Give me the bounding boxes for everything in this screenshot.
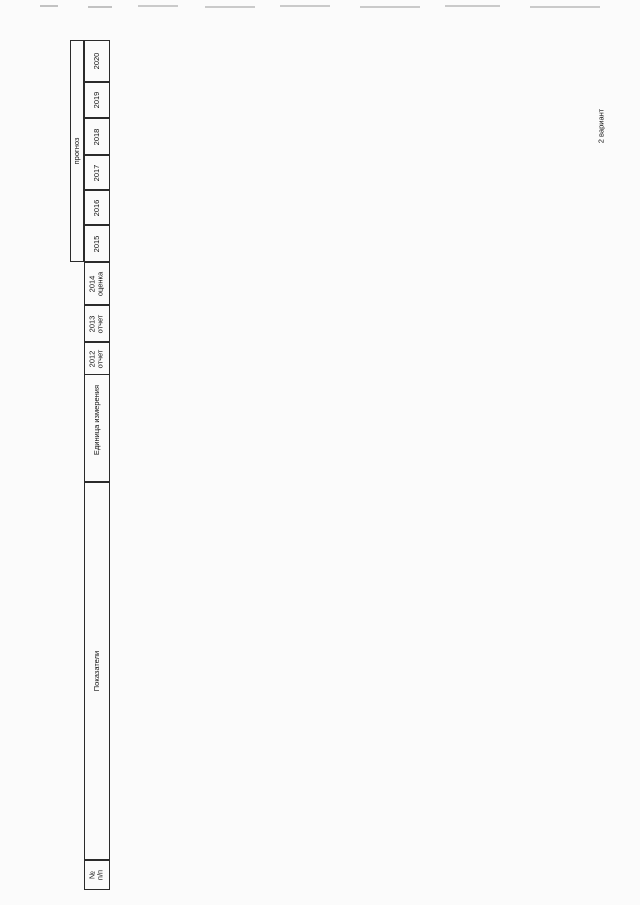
- header-forecast-group-text: прогноз: [71, 137, 81, 165]
- header-year-2019-text: 2019: [91, 91, 101, 109]
- header-indicator-cell: [84, 482, 110, 860]
- header-year-2015-text: 2015: [91, 235, 101, 252]
- header-year-2020-text: 2020: [91, 52, 101, 70]
- header-year-2012-text: 2012 отчет: [87, 349, 105, 368]
- header-year-2020: [84, 40, 110, 82]
- header-num-cell: [84, 860, 110, 890]
- header-year-2018-text: 2018: [91, 128, 101, 145]
- header-year-2015: [84, 225, 110, 262]
- header-year-2014: [84, 262, 110, 305]
- header-year-2014-text: 2014 оценка: [87, 271, 105, 296]
- header-year-2017: [84, 155, 110, 190]
- header-indicator-cell-text: Показатели: [91, 650, 101, 692]
- header-year-2017-text: 2017: [91, 164, 101, 181]
- header-forecast-group: [70, 40, 84, 262]
- header-year-2019: [84, 82, 110, 118]
- header-num-cell-text: № п/п: [87, 869, 105, 881]
- header-year-2018: [84, 118, 110, 155]
- header-year-2012: [84, 342, 110, 375]
- header-year-2016-text: 2016: [91, 199, 101, 216]
- header-year-2013-text: 2013 отчет: [87, 314, 105, 333]
- header-year-2016: [84, 190, 110, 225]
- variant-label: 2 вариант: [596, 108, 606, 144]
- header-unit-cell: [84, 357, 110, 482]
- header-year-2013: [84, 305, 110, 342]
- header-unit-cell-text: Единица измерения: [91, 384, 101, 455]
